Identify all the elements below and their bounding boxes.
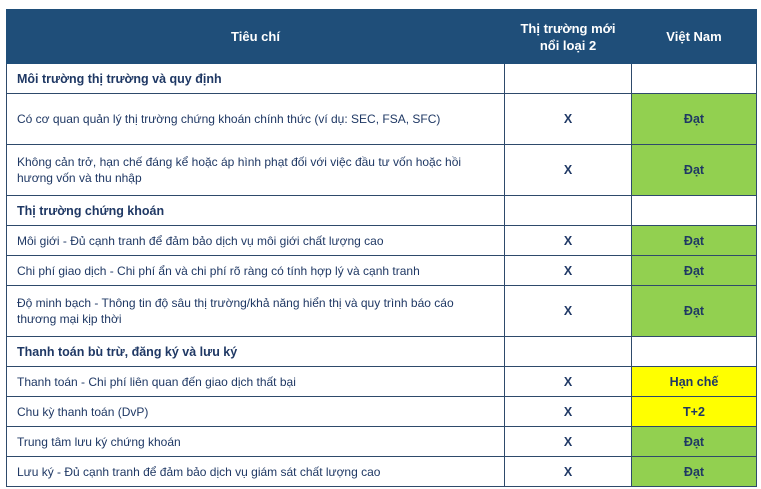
vietnam-status-cell: T+2: [632, 397, 757, 427]
criterion-cell: Chu kỳ thanh toán (DvP): [7, 397, 505, 427]
market-mark-cell: X: [505, 94, 632, 145]
criterion-cell: Độ minh bạch - Thông tin độ sâu thị trường/khả năng hiển thị và quy trình báo cáo thương mại kịp thời: [7, 286, 505, 337]
vietnam-status-cell: Hạn chế: [632, 367, 757, 397]
market-mark-cell: X: [505, 457, 632, 487]
table-row: [7, 256, 757, 286]
vietnam-status-cell: Đạt: [632, 256, 757, 286]
header-emerging-market: Thị trường mới nổi loại 2: [505, 10, 632, 64]
section-title: Thanh toán bù trừ, đăng ký và lưu ký: [7, 337, 505, 367]
table-row: [7, 457, 757, 487]
criterion-cell: Lưu ký - Đủ cạnh tranh để đảm bảo dịch vụ giám sát chất lượng cao: [7, 457, 505, 487]
table-row: [7, 427, 757, 457]
market-mark-cell: X: [505, 286, 632, 337]
market-mark-cell: X: [505, 256, 632, 286]
market-mark-cell: X: [505, 145, 632, 196]
table-row: [7, 367, 757, 397]
vietnam-status-cell: Đạt: [632, 94, 757, 145]
section-empty-cell: [632, 196, 757, 226]
section-empty-cell: [632, 64, 757, 94]
vietnam-status-cell: Đạt: [632, 457, 757, 487]
vietnam-status-cell: Đạt: [632, 286, 757, 337]
market-mark-cell: X: [505, 427, 632, 457]
header-vietnam: Việt Nam: [632, 10, 757, 64]
vietnam-status-cell: Đạt: [632, 226, 757, 256]
section-empty-cell: [505, 337, 632, 367]
section-empty-cell: [505, 196, 632, 226]
market-mark-cell: X: [505, 397, 632, 427]
section-row: [7, 337, 757, 367]
header-criteria: Tiêu chí: [7, 10, 505, 64]
section-empty-cell: [505, 64, 632, 94]
criterion-cell: Chi phí giao dịch - Chi phí ẩn và chi phí rõ ràng có tính hợp lý và cạnh tranh: [7, 256, 505, 286]
section-title: Thị trường chứng khoán: [7, 196, 505, 226]
criterion-cell: Không cản trở, hạn chế đáng kể hoặc áp hình phạt đối với việc đầu tư vốn hoặc hồi hương vốn và thu nhập: [7, 145, 505, 196]
criterion-cell: Môi giới - Đủ cạnh tranh để đảm bảo dịch vụ môi giới chất lượng cao: [7, 226, 505, 256]
market-mark-cell: X: [505, 367, 632, 397]
table-header-row: [7, 10, 757, 64]
section-row: [7, 64, 757, 94]
section-row: [7, 196, 757, 226]
table-row: [7, 286, 757, 337]
vietnam-status-cell: Đạt: [632, 427, 757, 457]
market-mark-cell: X: [505, 226, 632, 256]
table-row: [7, 94, 757, 145]
criterion-cell: Thanh toán - Chi phí liên quan đến giao dịch thất bại: [7, 367, 505, 397]
table-row: [7, 145, 757, 196]
section-empty-cell: [632, 337, 757, 367]
vietnam-status-cell: Đạt: [632, 145, 757, 196]
criterion-cell: Trung tâm lưu ký chứng khoán: [7, 427, 505, 457]
criteria-table: [6, 9, 757, 487]
table-row: [7, 397, 757, 427]
section-title: Môi trường thị trường và quy định: [7, 64, 505, 94]
criterion-cell: Có cơ quan quản lý thị trường chứng khoán chính thức (ví dụ: SEC, FSA, SFC): [7, 94, 505, 145]
table-row: [7, 226, 757, 256]
